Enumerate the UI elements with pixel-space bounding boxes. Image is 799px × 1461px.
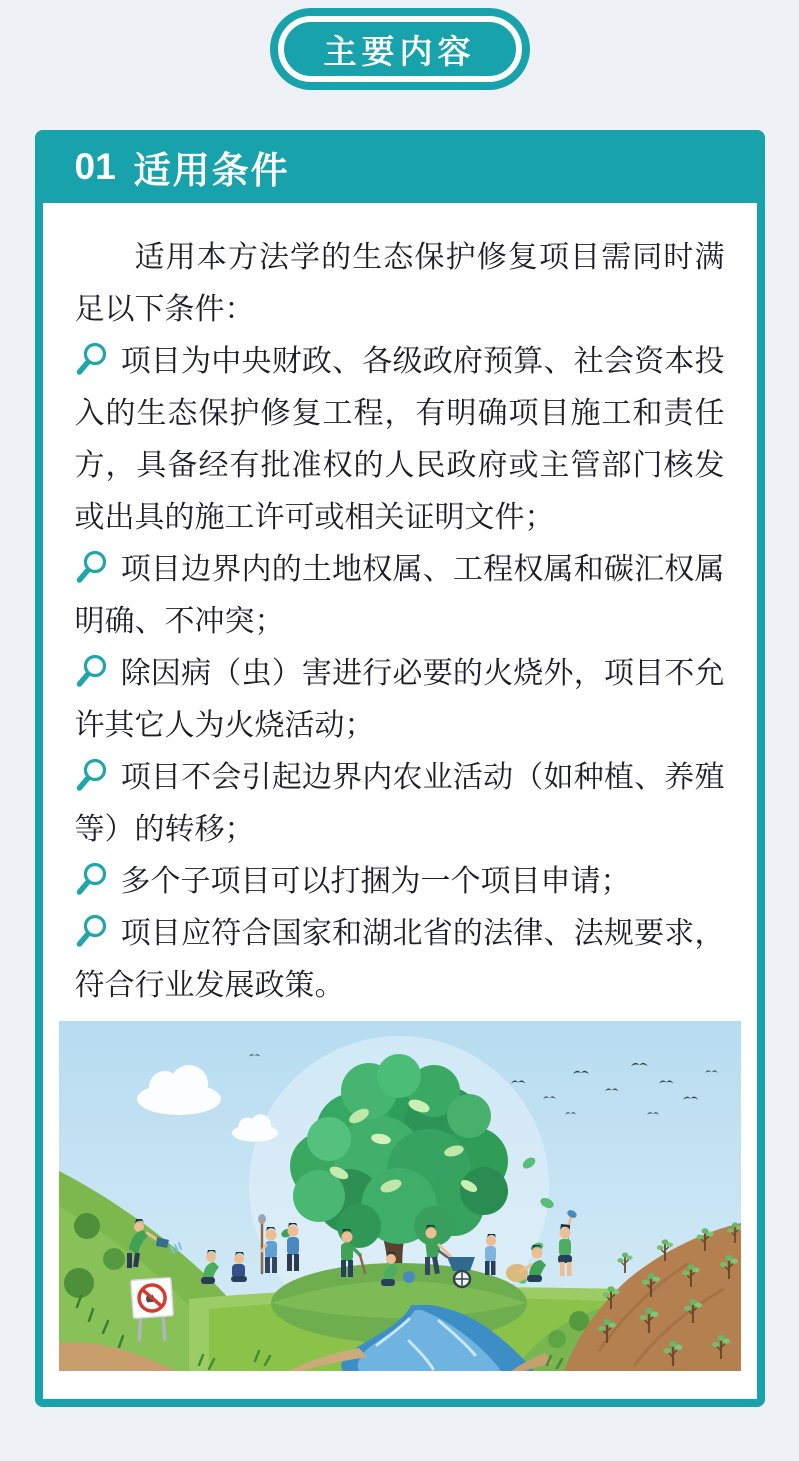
section-body: [43, 203, 757, 1399]
magnifier-icon: [75, 654, 121, 690]
bullet-text: 项目不会引起边界内农业活动（如种植、养殖等）的转移；: [74, 761, 725, 846]
bullet-text: 项目边界内的土地权属、工程权属和碳汇权属明确、不冲突；: [74, 553, 725, 638]
badge-label: 主要内容: [323, 32, 476, 70]
magnifier-icon: [75, 550, 121, 586]
bullet-text: 项目应符合国家和湖北省的法律、法规要求，符合行业发展政策。: [74, 917, 725, 1002]
section-number: 01: [74, 145, 116, 187]
content-badge-wrap: [0, 0, 799, 82]
intro-paragraph: 适用本方法学的生态保护修复项目需同时满足以下条件：: [74, 241, 725, 326]
text-block: [59, 232, 741, 1012]
bullet-item: [75, 336, 725, 544]
bullet-text: 项目为中央财政、各级政府预算、社会资本投入的生态保护修复工程，有明确项目施工和责任方，具备经有批准权的人民政府或主管部门核发或出具的施工许可或相关证明文件；: [74, 345, 725, 534]
content-badge: [278, 16, 522, 82]
bullet-item: [75, 544, 725, 648]
tree-planting-illustration: [59, 1021, 741, 1371]
bullet-item: [75, 856, 725, 908]
bullet-text: 多个子项目可以打捆为一个项目申请；: [120, 865, 631, 898]
bullet-text: 除因病（虫）害进行必要的火烧外，项目不允许其它人为火烧活动；: [74, 657, 725, 742]
section-card: [35, 130, 765, 1407]
bullet-item: [75, 908, 725, 1012]
magnifier-icon: [75, 342, 121, 378]
bullet-item: [75, 648, 725, 752]
section-title: 适用条件: [133, 149, 290, 191]
magnifier-icon: [75, 914, 121, 950]
magnifier-icon: [75, 862, 121, 898]
magnifier-icon: [75, 758, 121, 794]
bullet-item: [75, 752, 725, 856]
section-header: [35, 130, 765, 203]
